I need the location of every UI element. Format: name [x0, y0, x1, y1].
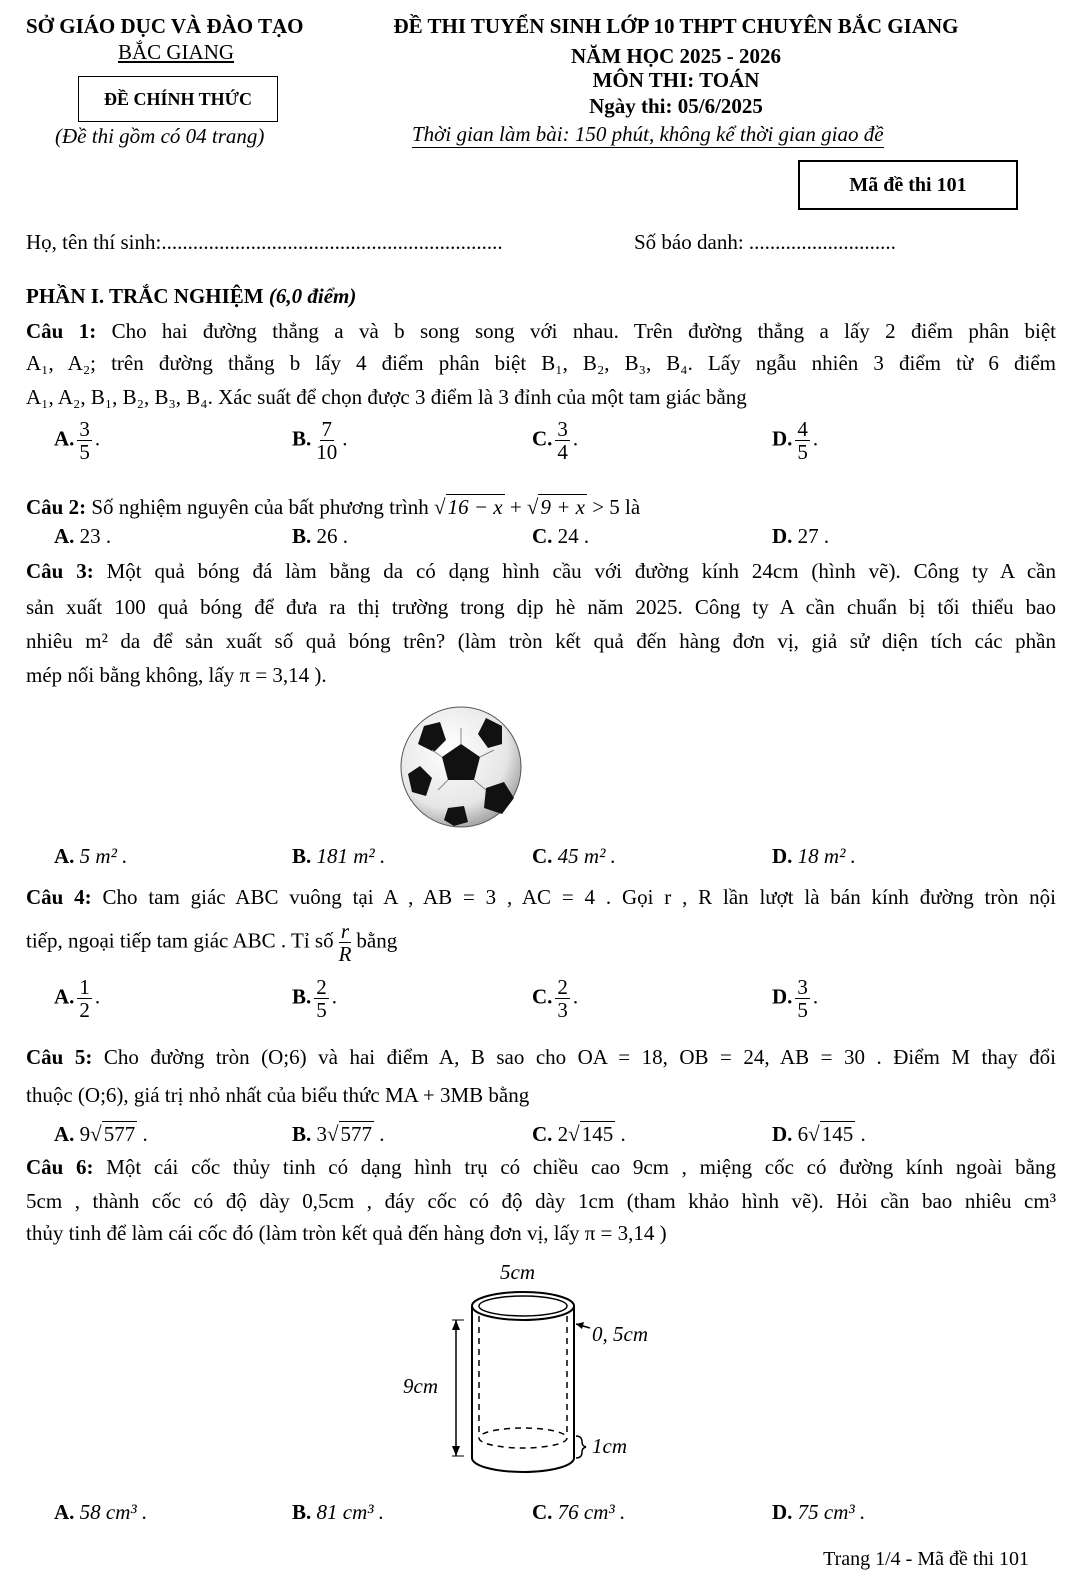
q2-option-c: C. 24 .: [532, 524, 590, 548]
q1-option-b: B. $\frac{7}{10}$ .: [292, 417, 348, 465]
q4-option-c: C. $\frac{2}{3}$ .: [532, 975, 579, 1023]
dept-name: SỞ GIÁO DỤC VÀ ĐÀO TẠO: [26, 14, 304, 38]
q3-option-a: A. 5 m² .: [54, 844, 128, 868]
q3-option-d: D. 18 m² .: [772, 844, 856, 868]
q6-line3: thủy tinh để làm cái cốc đó (làm tròn kết quả đến hàng đơn vị, lấy π = 3,14 ): [26, 1221, 667, 1245]
q1-line1: Câu 1: Cho hai đường thẳng a và b song song với nhau. Trên đường thẳng a lấy 2 điểm phân biệt: [26, 319, 1057, 343]
q2-line: Câu 2: Số nghiệm nguyên của bất phương trình √16 − x + √9 + x > 5 là: [26, 495, 641, 519]
q1-option-a: A. $\frac{3}{5}$ .: [54, 417, 101, 465]
q6-option-a: A. 58 cm³ .: [54, 1500, 148, 1524]
exam-time: Thời gian làm bài: 150 phút, không kể thời gian giao đề: [412, 122, 884, 146]
q5-option-b: B. 3√577 .: [292, 1122, 385, 1146]
official-badge: ĐỀ CHÍNH THỨC: [78, 76, 278, 122]
q1-option-d: D. $\frac{4}{5}$ .: [772, 417, 819, 465]
q4-option-d: D. $\frac{3}{5}$ .: [772, 975, 819, 1023]
q1-option-c: C. $\frac{3}{4}$ .: [532, 417, 579, 465]
pages-note: (Đề thi gồm có 04 trang): [55, 124, 265, 148]
q5-line1: Câu 5: Cho đường tròn (O;6) và hai điểm A, B sao cho OA = 18, OB = 24, AB = 30 . Điểm M thay đổi: [26, 1045, 1057, 1069]
q3-option-b: B. 181 m² .: [292, 844, 386, 868]
school-year: NĂM HỌC 2025 - 2026: [571, 44, 781, 68]
exam-date: Ngày thi: 05/6/2025: [589, 94, 763, 118]
q3-option-c: C. 45 m² .: [532, 844, 616, 868]
q4-option-a: A. $\frac{1}{2}$ .: [54, 975, 101, 1023]
q3-line4: mép nối bằng không, lấy π = 3,14 ).: [26, 663, 327, 687]
q3-line3: nhiêu m² da để sản xuất số quả bóng trên? (làm tròn kết quả đến hàng đơn vị, giả sử diện tích các phần: [26, 629, 1056, 653]
subject: MÔN THI: TOÁN: [592, 68, 760, 92]
q3-line2: sản xuất 100 quả bóng để đưa ra thị trường trong dịp hè năm 2025. Công ty A cần chuẩn bị tối thiểu bao: [26, 595, 1056, 619]
candidate-id-field: Số báo danh: ............................: [634, 230, 896, 254]
q6-option-b: B. 81 cm³ .: [292, 1500, 385, 1524]
q2-option-d: D. 27 .: [772, 524, 830, 548]
q6-option-c: C. 76 cm³ .: [532, 1500, 626, 1524]
soccer-ball-figure: [398, 704, 524, 830]
q2-option-b: B. 26 .: [292, 524, 349, 548]
q5-option-a: A. 9√577 .: [54, 1122, 148, 1146]
section-title: PHẦN I. TRẮC NGHIỆM (6,0 điểm): [26, 284, 357, 308]
q1-line2: A₁, A₂; trên đường thẳng b lấy 4 điểm phân biệt B₁, B₂, B₃, B₄. Lấy ngẫu nhiên 3 điểm từ 6 điểm: [26, 351, 1056, 375]
q2-option-a: A. 23 .: [54, 524, 112, 548]
page-footer: Trang 1/4 - Mã đề thi 101: [823, 1548, 1029, 1570]
province-name: BẮC GIANG: [117, 40, 235, 64]
candidate-name-field: Họ, tên thí sinh:.................................................................: [26, 230, 503, 254]
cup-diameter-label: 5cm: [500, 1260, 535, 1284]
q4-option-b: B. $\frac{2}{5}$ .: [292, 975, 338, 1023]
cup-height-label: 9cm: [403, 1374, 438, 1398]
q6-option-d: D. 75 cm³ .: [772, 1500, 866, 1524]
q3-line1: Câu 3: Một quả bóng đá làm bằng da có dạng hình cầu với đường kính 24cm (hình vẽ). Công ty A cần: [26, 559, 1057, 583]
q6-line1: Câu 6: Một cái cốc thủy tinh có dạng hình trụ có chiều cao 9cm , miệng cốc có đường kính ngoài bằng: [26, 1155, 1056, 1179]
cup-wall-label: 0, 5cm: [592, 1322, 648, 1346]
q5-option-d: D. 6√145 .: [772, 1122, 866, 1146]
q1-line3: A₁, A₂, B₁, B₂, B₃, B₄. Xác suất để chọn được 3 điểm là 3 đỉnh của một tam giác bằng: [26, 385, 747, 409]
cup-bottom-label: 1cm: [592, 1434, 627, 1458]
q5-line2: thuộc (O;6), giá trị nhỏ nhất của biểu thức MA + 3MB bằng: [26, 1083, 530, 1107]
exam-code-box: Mã đề thi 101: [798, 160, 1018, 210]
q6-line2: 5cm , thành cốc có độ dày 0,5cm , đáy cốc có độ dày 1cm (tham khảo hình vẽ). Hỏi cần bao nhiêu cm³: [26, 1189, 1056, 1213]
q4-line1: Câu 4: Cho tam giác ABC vuông tại A , AB = 3 , AC = 4 . Gọi r , R lần lượt là bán kính đường tròn nội: [26, 885, 1057, 909]
exam-title: ĐỀ THI TUYỂN SINH LỚP 10 THPT CHUYÊN BẮC GIANG: [393, 14, 959, 38]
q5-option-c: C. 2√145 .: [532, 1122, 626, 1146]
q4-line2: tiếp, ngoại tiếp tam giác ABC . Tỉ số $\frac{r}{R}$ bằng: [26, 919, 398, 967]
